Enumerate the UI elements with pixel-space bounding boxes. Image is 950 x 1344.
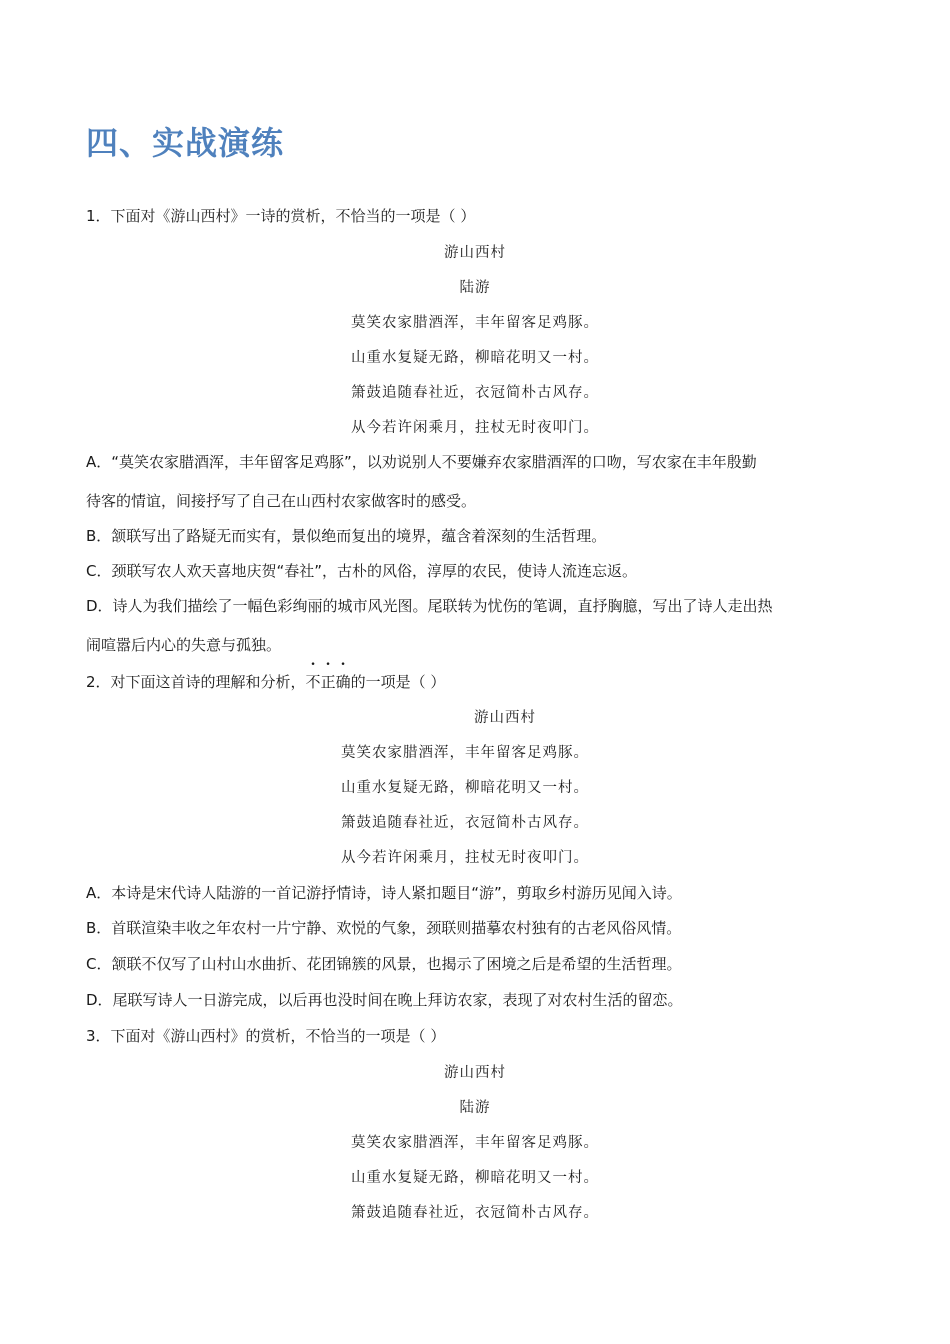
section-title: 四、实战演练 [86, 124, 285, 162]
q2-poem-title: 游山西村 [474, 710, 536, 726]
q2-emphasized-char: 正 [320, 673, 336, 691]
q1-poem-line: 山重水复疑无路，柳暗花明又一村。 [351, 350, 599, 366]
q2-option-a: A．本诗是宋代诗人陆游的一首记游抒情诗，诗人紧扣题目“游”，剪取乡村游历见闻入诗。 [86, 884, 682, 902]
q3-poem-line: 山重水复疑无路，柳暗花明又一村。 [351, 1170, 599, 1186]
q1-option-d-continued: 闹喧嚣后内心的失意与孤独。 [86, 636, 282, 654]
q2-emphasized-char: 不 [305, 673, 321, 691]
q2-stem-end: 的一项是（ ） [350, 673, 446, 691]
q1-option-c: C．颈联写农人欢天喜地庆贺“春社”，古朴的风俗，淳厚的农民，使诗人流连忘返。 [86, 562, 638, 580]
q3-poem-line: 莫笑农家腊酒浑，丰年留客足鸡豚。 [351, 1135, 599, 1151]
q2-emphasized-char: 确 [335, 673, 351, 691]
q2-poem-line: 山重水复疑无路，柳暗花明又一村。 [341, 780, 589, 796]
q1-option-a-continued: 待客的情谊，间接抒写了自己在山西村农家做客时的感受。 [86, 492, 477, 510]
q2-stem [86, 672, 866, 692]
q3-stem: 3．下面对《游山西村》的赏析，不恰当的一项是（ ） [86, 1027, 446, 1045]
q2-option-c: C．颔联不仅写了山村山水曲折、花团锦簇的风景，也揭示了困境之后是希望的生活哲理。 [86, 955, 682, 973]
q1-poem-author: 陆游 [459, 280, 491, 296]
q2-stem-start: 2．对下面这首诗的理解和分析， [86, 673, 306, 691]
q2-poem-line: 从今若许闲乘月，拄杖无时夜叩门。 [341, 850, 589, 866]
q3-poem-line: 箫鼓追随春社近，衣冠简朴古风存。 [351, 1205, 599, 1221]
q1-poem-title: 游山西村 [444, 245, 506, 261]
q2-poem-line: 箫鼓追随春社近，衣冠简朴古风存。 [341, 815, 589, 831]
q2-poem-line: 莫笑农家腊酒浑，丰年留客足鸡豚。 [341, 745, 589, 761]
q1-poem-line: 从今若许闲乘月，拄杖无时夜叩门。 [351, 420, 599, 436]
q1-poem-line: 箫鼓追随春社近，衣冠简朴古风存。 [351, 385, 599, 401]
q2-option-b: B．首联渲染丰收之年农村一片宁静、欢悦的气象，颈联则描摹农村独有的古老风俗风情。 [86, 919, 682, 937]
q3-poem-title: 游山西村 [444, 1065, 506, 1081]
q1-option-d: D．诗人为我们描绘了一幅色彩绚丽的城市风光图。尾联转为忧伤的笔调，直抒胸臆，写出了诗人走出热 [86, 597, 773, 615]
q2-option-d: D．尾联写诗人一日游完成，以后再也没时间在晚上拜访农家，表现了对农村生活的留恋。 [86, 991, 683, 1009]
q1-option-b: B．颔联写出了路疑无而实有，景似绝而复出的境界，蕴含着深刻的生活哲理。 [86, 527, 607, 545]
q1-option-a: A．“莫笑农家腊酒浑，丰年留客足鸡豚”，以劝说别人不要嫌弃农家腊酒浑的口吻，写农家在丰年殷勤 [86, 453, 757, 471]
q1-poem-line: 莫笑农家腊酒浑，丰年留客足鸡豚。 [351, 315, 599, 331]
q1-stem: 1．下面对《游山西村》一诗的赏析，不恰当的一项是（ ） [86, 207, 476, 225]
q3-poem-author: 陆游 [459, 1100, 491, 1116]
